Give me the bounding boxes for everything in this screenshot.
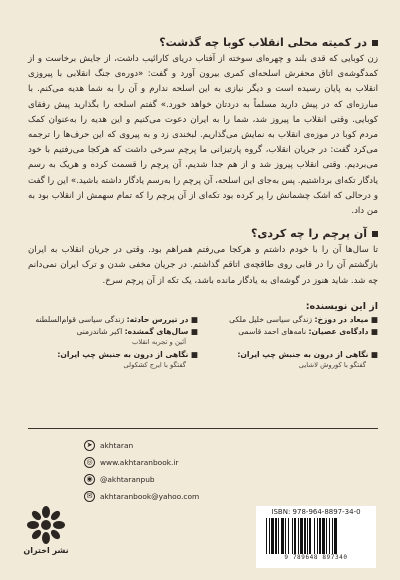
contact-website[interactable]	[84, 457, 199, 468]
question-1	[28, 36, 378, 49]
answer-2	[28, 243, 378, 289]
answer-1-line: تکه‌ای برداشتیم. پس به‌جای این اسلحه، آن پرچم را به‌رسم یادگار	[124, 175, 356, 186]
book-item: ■ دادگاه‌ی عصیان: نامه‌های احمد قاسمی	[238, 326, 378, 336]
contact-list	[84, 440, 199, 502]
other-books-list	[28, 314, 378, 371]
book-sub: آئین و تجربه انقلاب	[131, 337, 186, 346]
barcode-bar	[329, 518, 330, 554]
contact-email[interactable]	[84, 491, 199, 502]
square-bullet-icon	[372, 40, 378, 46]
barcode-bar	[298, 518, 299, 554]
isbn-text: ISBN: 978-964-8897-34-0	[271, 508, 361, 516]
book-desc: زندگی سیاسی خلیل ملکی	[229, 314, 313, 324]
contact-text: www.akhtaranbook.ir	[100, 458, 179, 467]
book-sub: گفتگو با کوروش لاشایی	[298, 360, 366, 369]
book-item: ■ میعاد در دوزخ: زندگی سیاسی خلیل ملکی	[229, 314, 378, 324]
answer-2-line: تا سال‌ها آن را با خودم داشتم و هرکجا می‌رفتم همراهم بود. وقتی	[126, 245, 378, 256]
book-desc: زندگی سیاسی قوام‌السلطنه	[35, 314, 125, 324]
publisher-emblem-icon	[26, 505, 66, 545]
barcode-bar	[309, 518, 311, 554]
barcode-bar	[281, 518, 284, 554]
answer-1-line: پیروزی انقلاب به پایان رسیده است و دیگر نیازی به این	[28, 69, 379, 95]
other-books-heading: از این نویسنده:	[305, 300, 378, 312]
publisher-logo	[18, 505, 74, 555]
book-title: نگاهی از درون به جنبش چپ ایران:	[237, 349, 369, 359]
barcode-bar	[300, 518, 303, 554]
answer-1-line: داشت که هرکجا می‌رفتیم با خود می‌بردیم. وقتی انقلاب پیروز شد	[28, 145, 379, 171]
question-2-text: آن پرچم را چه کردی؟	[250, 227, 367, 241]
barcode-bar	[271, 518, 274, 554]
barcode-bar	[314, 518, 315, 554]
barcode-bar	[285, 518, 286, 554]
book-title: نگاهی از درون به جنبش چپ ایران:	[57, 349, 189, 359]
book-title: میعاد در دوزخ:	[314, 314, 369, 324]
barcode-bar	[322, 518, 325, 554]
book-desc: نامه‌های احمد قاسمی	[238, 326, 307, 336]
barcode-bar	[288, 518, 289, 554]
answer-1-line: دارید مسلماً به دردتان خواهد خورد.» گفتم اسلحه را بگذارید پیش	[53, 99, 298, 110]
book-title: سال‌های گمشده:	[124, 326, 189, 336]
barcode-bar	[332, 518, 333, 554]
answer-2-line: در جریان انقلاب به ایران بازگشتم آن را در قابی روی طاقچه‌ی	[28, 245, 379, 271]
instagram-icon: ◉	[84, 474, 95, 485]
answer-2-line: شاید هنوز در گوشه‌ای به یادگار مانده باشد، یک تکه از آن پرچم	[125, 275, 349, 286]
isbn-block	[256, 506, 376, 568]
answer-1-line: داشته باشید.» این را گفت و درحالی که اشک چشمانش را پر کرده	[28, 175, 379, 201]
publisher-name: نشر اختران	[23, 546, 69, 555]
book-title: در تیررس حادثه:	[126, 314, 189, 324]
answer-1-line: کارائیب داشت، از جایش برخاست و از کمدگوشه‌ی اتاق محفرش	[28, 54, 379, 80]
book-item: ■ نگاهی از درون به جنبش چپ ایران: گفتگو با کوروش لاشایی	[208, 349, 378, 371]
barcode-bar	[317, 518, 318, 554]
globe-icon: ◎	[84, 457, 95, 468]
barcode-bar	[278, 518, 279, 554]
book-sub: گفتگو با ایرج کشکولی	[123, 360, 186, 369]
answer-1-line: اسلحه ندارم و آن را به شما هدیه می‌کنم. با مبارزه‌ای که در پیش	[28, 84, 379, 110]
contact-instagram[interactable]	[84, 474, 199, 485]
book-item: ■ در تیررس حادثه: زندگی سیاسی قوام‌السلطنه	[35, 314, 198, 324]
answer-1-line: و از هم جدا شدیم، آن پرچم را قسمت کرده و هریک به رسم یادگار	[28, 160, 378, 186]
barcode-bar	[304, 518, 306, 554]
contact-text: akhtaran	[100, 441, 134, 450]
barcode-bar	[269, 518, 270, 554]
book-desc: اکبر شاندرمنی	[76, 326, 123, 336]
telegram-icon: ➤	[84, 440, 95, 451]
isbn-digits: 9 789648 897340	[284, 554, 348, 561]
square-bullet-icon	[372, 231, 378, 237]
answer-1-line: نمایش می‌گذاریم. لبخندی زد و به پیروی که این حرف‌ها را ترجمه	[28, 130, 265, 141]
barcode-bar	[294, 518, 296, 554]
contact-text: akhtaranbook@yahoo.com	[100, 492, 200, 501]
contact-handle[interactable]	[84, 440, 199, 451]
barcode-bar	[319, 518, 321, 554]
barcode-bar	[307, 518, 308, 554]
answer-1-line: رفقای کوبایی. وقتی انقلاب ما پیروز شد، شما را به ایران دعوت	[28, 99, 378, 125]
book-title: دادگاه‌ی عصیان:	[308, 326, 369, 336]
book-item: ■ سال‌های گمشده: اکبر شاندرمنی آئین و تجربه انقلاب	[28, 326, 198, 348]
barcode-bar	[292, 518, 293, 554]
answer-1-line: اسلحه‌ای کمری بیرون آورد و گفت: «دوره‌ی جنگ انقلابی با	[57, 69, 281, 80]
answer-1-line: زن کوبایی که قدی بلند و چهره‌ای سوخته از آفتاب دریای	[172, 54, 378, 64]
answer-1-line: بود تکه‌ای از آن پرچم را که تمام سهمش از انقلاب بود به من داد.	[28, 190, 378, 217]
question-2	[28, 227, 378, 240]
question-1-text: در کمیته محلی انقلاب کوبا چه گذشت؟	[159, 36, 367, 49]
book-item: ■ نگاهی از درون به جنبش چپ ایران: گفتگو با ایرج کشکولی	[28, 349, 198, 371]
barcode-bar	[266, 518, 267, 554]
email-icon: ✉	[84, 491, 95, 502]
answer-1-line: می‌کنیم و این هدیه را به‌عنوان کمک مردم کوبا در موزه‌ی انقلاب به	[28, 114, 379, 141]
barcode-bar	[326, 518, 327, 554]
contact-text: @akhtaranpub	[100, 475, 155, 484]
divider	[28, 428, 378, 429]
answer-2-line: اتاقم گذاشتم. در جریان مخفی شدن و ترک ایران نمی‌دانم چه شد.	[28, 260, 378, 286]
answer-1-line: می‌کرد گفت: در جریان انقلاب، گروه پارتیزانی ما پرچم سرخی	[150, 145, 379, 156]
answer-2-line: سرخ.	[102, 275, 123, 286]
barcode-bar	[275, 518, 277, 554]
barcode	[264, 518, 368, 554]
barcode-bar	[334, 518, 337, 554]
answer-1	[28, 52, 378, 219]
text-block	[28, 36, 378, 371]
